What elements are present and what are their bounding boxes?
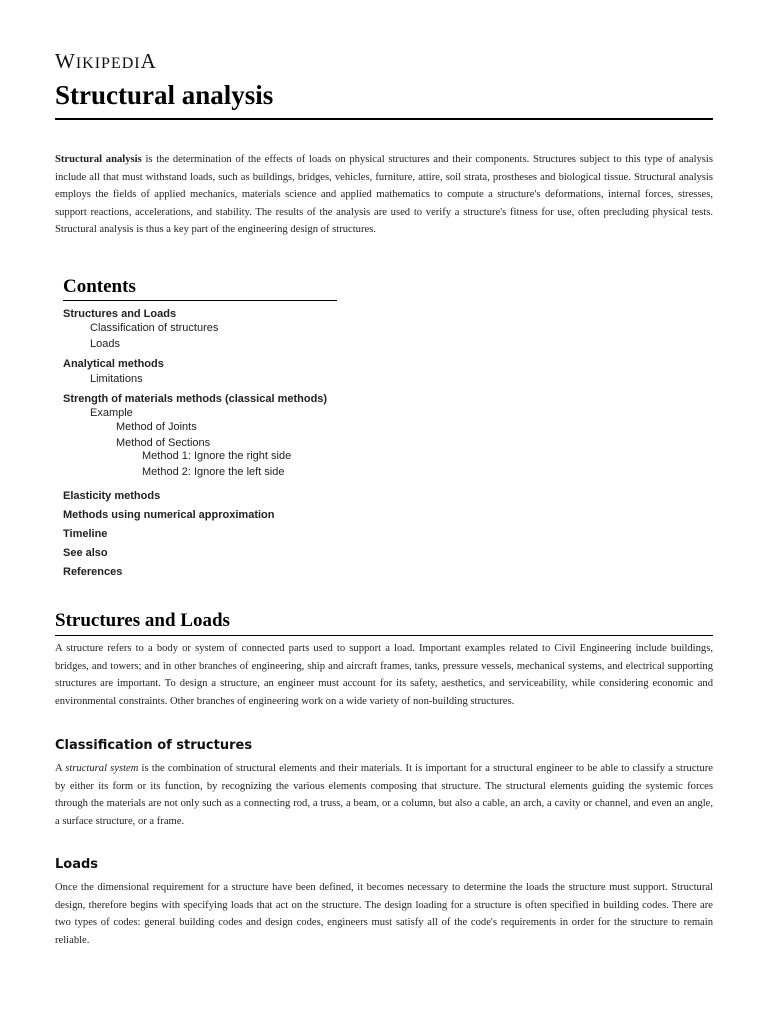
toc-item-see-also[interactable]: See also (63, 547, 108, 559)
intro-text: is the determination of the effects of loads on physical structures and their components. Structures subject to this type of analysis include all that must withstand loads, such as buildings, bridges, vehicles, furniture, attire, soil strata, prostheses and biological tissue. Structural analysis employs the fields of applied mechanics, materials science and applied mathematics to compute a structure's deformations, internal forces, stresses, support reactions, accelerations, and stability. The results of the analysis are used to verify a structure's fitness for use, often precluding physical tests. Structural analysis is thus a key part of the engineering design of structures. (55, 154, 713, 235)
toc-item-method-of-joints[interactable]: Method of Joints (116, 421, 197, 433)
toc-divider (63, 300, 337, 301)
toc-item-method-of-sections[interactable]: Method of Sections (116, 437, 211, 449)
toc-item-example[interactable]: Example (90, 407, 133, 419)
toc-item-structures-and-loads[interactable]: Structures and Loads (63, 308, 177, 320)
toc-item-limitations[interactable]: Limitations (90, 373, 143, 385)
classification-text-rest: is the combination of structural elements and their materials. It is important for a structural engineer to be able to classify a structure by either its form or its function, by recognizing the various elements composing that structure. The structural elements guiding the systemic forces through the materials are not only such as a connecting rod, a truss, a beam, or a column, but also a cable, an arch, a cavity or channel, and even an angle, a surface structure, or a frame. (55, 763, 713, 827)
title-divider (55, 118, 713, 120)
toc-title: Contents (63, 276, 136, 297)
wordmark-last-letter: A (140, 49, 157, 73)
toc-item-analytical-methods[interactable]: Analytical methods (63, 358, 164, 370)
wordmark-first-letter: W (55, 49, 76, 73)
section-heading-classification: Classification of structures (55, 738, 253, 753)
toc-item-classification-of-structures[interactable]: Classification of structures (90, 322, 219, 334)
wordmark-middle-letters: IKIPEDI (75, 55, 141, 72)
wikipedia-wordmark[interactable] (55, 49, 157, 74)
toc-item-strength-of-materials[interactable]: Strength of materials methods (classical methods) (63, 393, 328, 405)
toc-item-method-1[interactable]: Method 1: Ignore the right side (142, 450, 292, 462)
toc-item-timeline[interactable]: Timeline (63, 528, 108, 540)
toc-item-numerical-approximation[interactable]: Methods using numerical approximation (63, 509, 275, 521)
classification-italic-term: structural system (65, 763, 139, 774)
toc-item-loads[interactable]: Loads (90, 338, 120, 350)
toc-item-elasticity-methods[interactable]: Elasticity methods (63, 490, 161, 502)
structures-and-loads-paragraph: A structure refers to a body or system of connected parts used to support a load. Important examples related to Civil Engineering include buildings, bridges, and towers; and in other branches of engineering, ship and aircraft frames, tanks, pressure vessels, mechanical systems, and electrical supporting structures are important. To design a structure, an engineer must account for its safety, aesthetics, and serviceability, while considering economic and environmental constraints. Other branches of engineering work on a wide variety of non-building structures. (55, 643, 713, 707)
intro-paragraph (55, 151, 713, 239)
section-heading-loads: Loads (55, 857, 99, 872)
section-heading-structures-and-loads: Structures and Loads (55, 610, 230, 631)
section-divider (55, 635, 713, 636)
toc-item-method-2[interactable]: Method 2: Ignore the left side (142, 466, 285, 478)
intro-bold-term: Structural analysis (55, 154, 142, 165)
classification-text-start: A (55, 763, 66, 774)
toc-item-references[interactable]: References (63, 566, 123, 578)
loads-paragraph: Once the dimensional requirement for a structure have been defined, it becomes necessary to determine the loads the structure must support. Structural design, therefore begins with specifying loads that act on the structure. The design loading for a structure is often specified in building codes. There are two types of codes: general building codes and design codes, engineers must satisfy all of the code's requirements in order for the structure to remain reliable. (55, 882, 713, 946)
table-of-contents (63, 276, 363, 578)
page-title: Structural analysis (55, 80, 274, 110)
classification-paragraph (55, 760, 713, 830)
